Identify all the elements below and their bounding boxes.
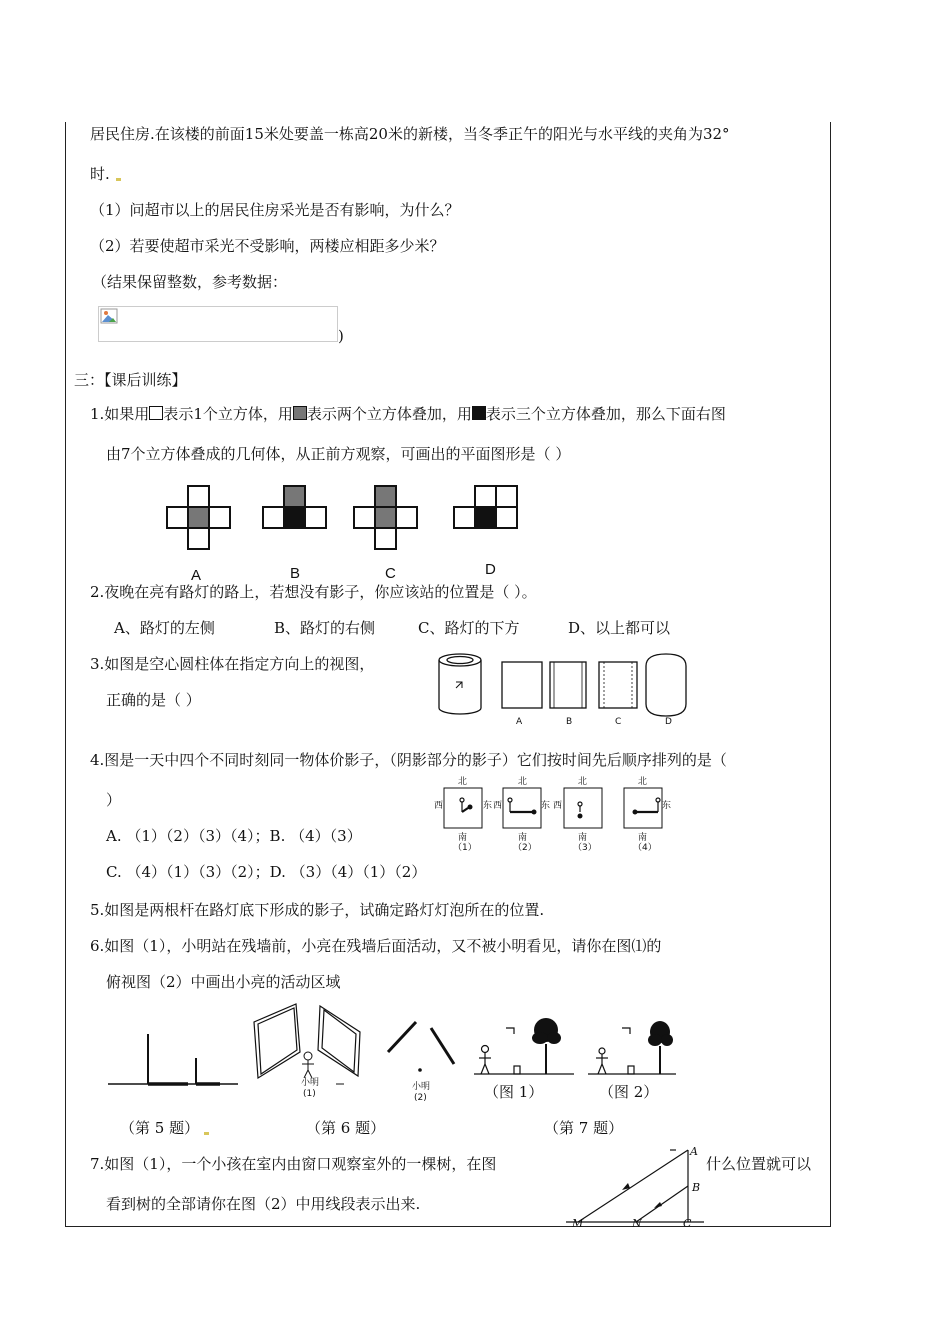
q7-fig1-label: （图 1） bbox=[484, 1083, 544, 1101]
q4-east-4: 东 bbox=[662, 801, 672, 811]
q4-label-4: （4） bbox=[633, 843, 657, 853]
q3-views-figure bbox=[436, 652, 686, 732]
q2-option-c: C、路灯的下方 bbox=[418, 619, 520, 637]
q7-point-n: N bbox=[632, 1217, 642, 1230]
q4-south-3: 南 bbox=[578, 833, 588, 843]
q5-text: 5.如图是两根杆在路灯底下形成的影子，试确定路灯灯泡所在的位置. bbox=[90, 901, 545, 919]
q7-line1b: 什么位置就可以 bbox=[706, 1155, 812, 1173]
q7-line1a: 7.如图（1），一个小孩在室内由窗口观察室外的一棵树，在图 bbox=[90, 1155, 497, 1173]
view-b bbox=[550, 662, 586, 708]
q4-east-2: 东 bbox=[541, 801, 551, 811]
problem-q1: （1）问超市以上的居民住房采光是否有影响，为什么？ bbox=[90, 201, 460, 219]
reference-data-image bbox=[98, 306, 338, 342]
q3-label-b: B bbox=[566, 717, 573, 727]
view-d bbox=[646, 654, 686, 716]
q7-point-m: M bbox=[572, 1217, 584, 1230]
option-d-shape bbox=[454, 486, 517, 528]
option-c-shape bbox=[354, 486, 417, 549]
q7-point-c: C bbox=[683, 1217, 692, 1230]
problem-note: （结果保留整数，参考数据： bbox=[92, 273, 288, 291]
caption-q7: （第 7 题） bbox=[544, 1119, 624, 1137]
q4-option-cd: C. （4）（1）（3）（2）；D. （3）（4）（1）（2） bbox=[106, 863, 427, 881]
q2-option-b: B、路灯的右侧 bbox=[274, 619, 376, 637]
q3-label-c: C bbox=[615, 717, 622, 727]
q1-option-a-label: A bbox=[191, 567, 202, 584]
q3-line2: 正确的是（ ） bbox=[106, 691, 201, 709]
hollow-cylinder bbox=[439, 654, 481, 714]
q3-label-a: A bbox=[516, 717, 523, 727]
q7-tree-figures bbox=[470, 1014, 690, 1078]
q6-label-xiaoming-2: 小明 bbox=[412, 1082, 431, 1092]
q4-south-4: 南 bbox=[638, 833, 648, 843]
caption-q5: （第 5 题） bbox=[120, 1119, 200, 1137]
q4-label-2: （2） bbox=[513, 843, 537, 853]
problem-line1: 居民住房.在该楼的前面15米处要盖一栋高20米的新楼，当冬季正午的阳光与水平线的夹角为32° bbox=[90, 125, 730, 143]
q4-line2: ） bbox=[106, 791, 122, 809]
q1-line2: 由7个立方体叠成的几何体，从正前方观察，可画出的平面图形是（ ） bbox=[106, 445, 571, 463]
q4-east-1: 东 bbox=[483, 801, 493, 811]
q4-south-2: 南 bbox=[518, 833, 528, 843]
single-cube-symbol bbox=[149, 406, 163, 420]
problem-q2: （2）若要使超市采光不受影响，两楼应相距多少米？ bbox=[90, 237, 445, 255]
q6-label-xiaoming-1: 小明 bbox=[301, 1078, 320, 1088]
q2-option-d: D、以上都可以 bbox=[568, 619, 671, 637]
problem-note-close: ) bbox=[338, 327, 344, 345]
q7-point-b: B bbox=[692, 1181, 701, 1194]
edit-mark bbox=[116, 178, 121, 181]
q6-line1: 6.如图（1），小明站在残墙前，小亮在残墙后面活动，又不被小明看见，请你在图⑴的 bbox=[90, 937, 662, 955]
q4-option-ab: A. （1）（2）（3）（4）；B. （4）（3） bbox=[106, 827, 362, 845]
problem-line2: 时. bbox=[90, 165, 110, 183]
q6-wall-figure bbox=[248, 1002, 468, 1082]
q4-label-3: （3） bbox=[573, 843, 597, 853]
q5-poles-figure bbox=[108, 1028, 240, 1088]
triple-cube-symbol bbox=[472, 406, 486, 420]
q1-option-b-label: B bbox=[290, 565, 301, 582]
q4-north-2: 北 bbox=[518, 777, 528, 787]
view-a bbox=[502, 662, 542, 708]
section-title: 三：【课后训练】 bbox=[74, 371, 187, 389]
option-b-shape bbox=[263, 486, 326, 528]
double-cube-symbol bbox=[293, 406, 307, 420]
q7-fig2-label: （图 2） bbox=[599, 1083, 659, 1101]
q1-line1: 1.如果用 表示1个立方体，用 表示两个立方体叠加，用 表示三个立方体叠加，那么下面右图 bbox=[90, 405, 726, 423]
q4-label-1: （1） bbox=[453, 843, 477, 853]
q4-south-1: 南 bbox=[458, 833, 468, 843]
q4-west-2: 西 bbox=[493, 801, 503, 811]
q7-point-a: A bbox=[690, 1145, 698, 1158]
q1-option-d-label: D bbox=[485, 561, 496, 578]
q2-text: 2.夜晚在亮有路灯的路上，若想没有影子，你应该站的位置是（ ）。 bbox=[90, 583, 537, 601]
q4-north-1: 北 bbox=[458, 777, 468, 787]
q3-line1: 3.如图是空心圆柱体在指定方向上的视图， bbox=[90, 655, 375, 673]
q4-north-4: 北 bbox=[638, 777, 648, 787]
caption-q6: （第 6 题） bbox=[306, 1119, 386, 1137]
q6-label-fig1: (1) bbox=[303, 1089, 316, 1099]
q4-west: 西 bbox=[434, 801, 444, 811]
q6-line2: 俯视图（2）中画出小亮的活动区域 bbox=[106, 973, 341, 991]
q1-options-figure bbox=[166, 486, 526, 556]
view-c bbox=[599, 662, 637, 708]
q2-option-a: A、路灯的左侧 bbox=[114, 619, 215, 637]
edit-mark bbox=[204, 1132, 209, 1135]
q7-line2: 看到树的全部请你在图（2）中用线段表示出来. bbox=[106, 1195, 421, 1213]
q4-west-3: 西 bbox=[553, 801, 563, 811]
q3-label-d: D bbox=[665, 717, 672, 727]
q4-shadow-figure bbox=[440, 786, 690, 834]
q6-label-fig2: (2) bbox=[414, 1093, 427, 1103]
option-a-shape bbox=[167, 486, 230, 549]
broken-image-icon bbox=[100, 308, 120, 326]
q4-north-3: 北 bbox=[578, 777, 588, 787]
q4-line1: 4.图是一天中四个不同时刻同一物体价影子，（阴影部分的影子）它们按时间先后顺序排列的是（ bbox=[90, 751, 727, 769]
q1-option-c-label: C bbox=[385, 565, 396, 582]
